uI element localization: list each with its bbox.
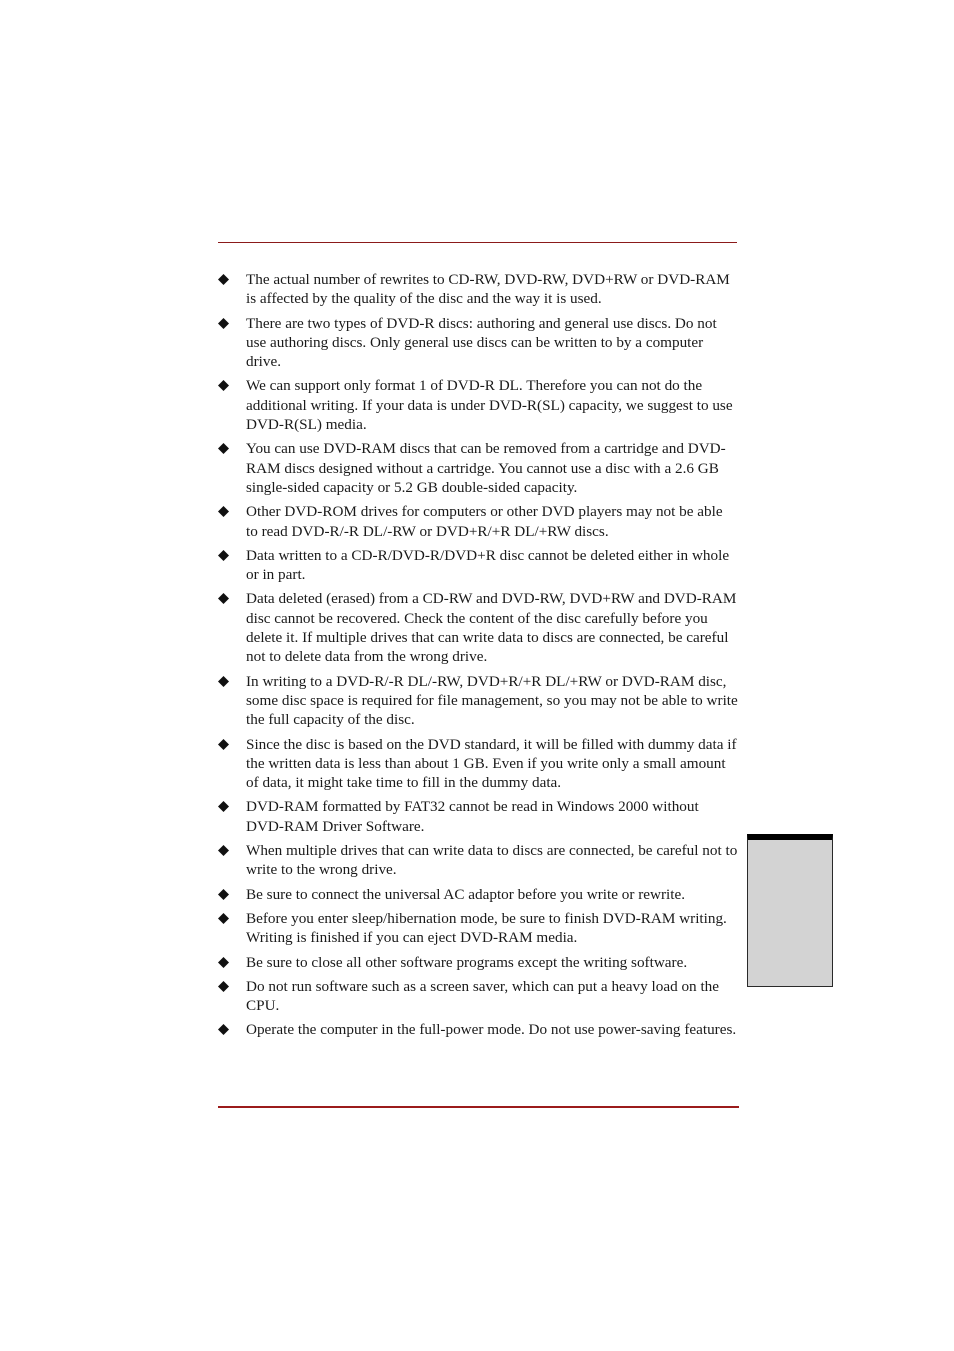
bullet-text: Other DVD-ROM drives for computers or other DVD players may not be able to read DVD-R/-R DL/-RW or DVD+R/+R DL/+RW discs. [246, 503, 723, 540]
bullet-text: Before you enter sleep/hibernation mode, be sure to finish DVD-RAM writing. Writing is finished if you can eject DVD-RAM media. [246, 909, 727, 947]
header-rule [218, 242, 737, 243]
bullet-item [218, 376, 738, 434]
diamond-bullet-icon [218, 981, 229, 992]
bullet-item [218, 841, 738, 880]
bullet-item [218, 953, 738, 972]
diamond-bullet-icon [218, 550, 229, 561]
bullet-text: Data deleted (erased) from a CD-RW and DVD-RW, DVD+RW and DVD-RAM disc cannot be recovered. Check the content of the disc carefully before you delete it. If multiple drives that can write data to discs are connected, be careful not to delete data from the wrong drive. [246, 590, 737, 666]
diamond-bullet-icon [218, 1024, 229, 1035]
diamond-bullet-icon [218, 845, 229, 856]
diamond-bullet-icon [218, 957, 229, 968]
bullet-text: In writing to a DVD-R/-R DL/-RW, DVD+R/+R DL/+RW or DVD-RAM disc, some disc space is required for file management, so you may not be able to write the full capacity of the disc. [246, 672, 738, 729]
diamond-bullet-icon [218, 801, 229, 812]
bullet-text: DVD-RAM formatted by FAT32 cannot be read in Windows 2000 without DVD-RAM Driver Software. [246, 798, 699, 835]
footer-rule [218, 1106, 739, 1108]
bullet-item [218, 589, 738, 666]
diamond-bullet-icon [218, 676, 229, 687]
bullet-item [218, 909, 738, 948]
bullet-item [218, 546, 738, 585]
bullet-text: You can use DVD-RAM discs that can be removed from a cartridge and DVD-RAM discs designed without a cartridge. You cannot use a disc with a 2.6 GB single-sided capacity or 5.2 GB double-sided capacity. [246, 440, 726, 496]
bullet-item [218, 672, 738, 730]
diamond-bullet-icon [218, 443, 229, 454]
bullet-text: Since the disc is based on the DVD standard, it will be filled with dummy data if the written data is less than about 1 GB. Even if you write only a small amount of data, it might take time to fill in the dummy data. [246, 735, 737, 792]
diamond-bullet-icon [218, 380, 229, 391]
bullet-item [218, 735, 738, 793]
bullet-list [218, 270, 738, 1045]
bullet-text: Data written to a CD-R/DVD-R/DVD+R disc cannot be deleted either in whole or in part. [246, 546, 730, 584]
diamond-bullet-icon [218, 593, 229, 604]
bullet-text: Be sure to connect the universal AC adaptor before you write or rewrite. [246, 885, 686, 903]
bullet-text: There are two types of DVD-R discs: authoring and general use discs. Do not use authoring discs. Only general use discs can be written to by a computer drive. [246, 314, 717, 371]
bullet-item [218, 270, 738, 309]
bullet-item [218, 885, 738, 904]
bullet-item [218, 502, 738, 541]
bullet-text: Be sure to close all other software programs except the writing software. [246, 953, 688, 971]
bullet-item [218, 977, 738, 1016]
bullet-item [218, 314, 738, 372]
diamond-bullet-icon [218, 739, 229, 750]
bullet-text: When multiple drives that can write data to discs are connected, be careful not to write to the wrong drive. [246, 842, 738, 879]
bullet-item [218, 797, 738, 836]
diamond-bullet-icon [218, 913, 229, 924]
bullet-text: We can support only format 1 of DVD-R DL. Therefore you can not do the additional writing. If your data is under DVD-R(SL) capacity, we suggest to use DVD-R(SL) media. [246, 377, 733, 434]
diamond-bullet-icon [218, 506, 229, 517]
chapter-thumb-tab [747, 834, 833, 987]
bullet-text: Operate the computer in the full-power mode. Do not use power-saving features. [246, 1021, 737, 1039]
bullet-text: The actual number of rewrites to CD-RW, DVD-RW, DVD+RW or DVD-RAM is affected by the quality of the disc and the way it is used. [246, 271, 730, 308]
bullet-item [218, 439, 738, 497]
diamond-bullet-icon [218, 318, 229, 329]
diamond-bullet-icon [218, 889, 229, 900]
bullet-text: Do not run software such as a screen saver, which can put a heavy load on the CPU. [246, 977, 719, 1015]
bullet-item [218, 1020, 738, 1039]
diamond-bullet-icon [218, 274, 229, 285]
